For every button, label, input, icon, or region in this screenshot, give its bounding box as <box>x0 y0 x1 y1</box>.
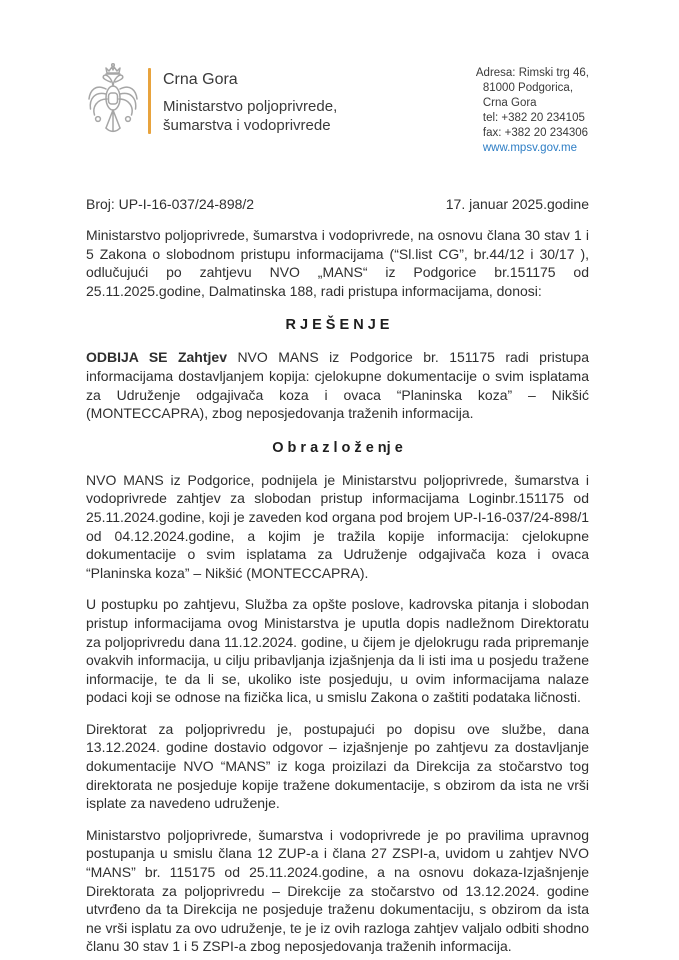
intro-paragraph: Ministarstvo poljoprivrede, šumarstva i vodoprivrede, na osnovu člana 30 stav 1 i 5 Zakona o slobodnom pristupu informacijama (“Sl.list CG”, br.44/12 i 30/17 ), odlučujući po zahtjevu NVO „MANS“ iz Podgorice br.151175 od 25.11.2025.godine, Dalmatinska 188, radi pristupa informacijama, donosi: <box>86 227 589 299</box>
ministry-name-line2: šumarstva i vodoprivrede <box>163 117 331 134</box>
website-link[interactable]: www.mpsv.gov.me <box>482 142 578 154</box>
decision-heading: R J E Š E N J E <box>285 317 390 334</box>
document-number: Broj: UP-I-16-037/24-898/2 <box>86 196 255 212</box>
montenegro-coat-of-arms-icon <box>86 62 140 142</box>
country-name: Crna Gora <box>163 71 238 88</box>
ministry-name-line1: Ministarstvo poljoprivrede, <box>163 98 338 115</box>
document-body <box>86 226 589 956</box>
ministry-brand <box>86 62 337 142</box>
explanation-paragraph-1: NVO MANS iz Podgorice, podnijela je Ministarstvu poljoprivrede, šumarstva i vodoprivrede zahtjev za slobodan pristup informacijama Loginbr.151175 od 25.11.2024.godine, koji je zaveden kod organa pod brojem UP-I-16-037/24-898/1 od 04.12.2024.godine, a kojim je tražila kopije informacija: cjelokupne dokumentacije o svim isplatama za Udruženje odgajivača koza i ovaca “Planinska koza” – Nikšić (MONTECCAPRA). <box>86 471 589 581</box>
explanation-paragraph-2: U postupku po zahtjevu, Služba za opšte poslove, kadrovska pitanja i slobodan pristup informacijama ovog Ministarstva je uputla dopis nadležnom Direktoratu za poljoprivredu dana 11.12.2024. godine, u čijem je djelokrugu rada pripremanje ovakvih informacija, u cilju pribavljanja izjašnjenja da li isti ima u posjedu tražene informacije, te da li se, ukoliko iste posjeduju, u ovim informacijama nalaze podaci koji se odnose na fizička lica, u smislu Zakona o zaštiti podataka ličnosti. <box>86 596 589 706</box>
address-line2: 81000 Podgorica, <box>482 82 574 94</box>
phone-number: tel: +382 20 234105 <box>482 112 585 124</box>
decision-text: NVO MANS iz Podgorice br. 151175 radi pristupa informacijama dostavljanjem kopija: cjelokupne dokumentacije o svim isplatama za Udruženje odgajivača koza i ovaca “Planinska koza” – Nikšić (MONTECCAPRA), zbog neposjedovanja traženih informacija. <box>86 349 589 422</box>
ministry-name-block <box>163 62 337 135</box>
decision-bold-lead: ODBIJA SE Zahtjev <box>86 349 227 366</box>
decision-paragraph <box>86 348 589 422</box>
brand-accent-divider <box>148 68 151 134</box>
document-meta-row <box>86 196 589 212</box>
address-line3: Crna Gora <box>482 97 537 109</box>
explanation-paragraph-3: Direktorat za poljoprivredu je, postupajući po dopisu ove službe, dana 13.12.2024. godine dostavio odgovor – izjašnjenje po zahtjevu za dostavljanje dokumentacije NVO “MANS” iz koga proizilazi da Direkcija za stočarstvo tog direktorata ne posjeduje kopije tražene dokumentacije, s obzirom da ista ne vrši isplate za navedeno udruženje. <box>86 720 589 812</box>
letterhead <box>86 62 589 156</box>
document-date: 17. januar 2025.godine <box>445 196 589 212</box>
address-line1: Adresa: Rimski trg 46, <box>475 67 589 79</box>
explanation-paragraph-4: Ministarstvo poljoprivrede, šumarstva i vodoprivrede je po pravilima upravnog postupanja u smislu člana 12 ZUP-a i člana 27 ZSPI-a, uvidom u zahtjev NVO “MANS” br. 115175 od 25.11.2024.godine, a na osnovu dokaza-Izjašnjenje Direktorata za poljoprivredu – Direkcije za stočarstvo od 13.12.2024. godine utvrđeno da ta Direkcija ne posjeduje traženu dokumentaciju, s obzirom da ista ne vrši isplatu za ovo udruženje, te je iz ovih razloga zahtjev valjalo odbiti shodno članu 30 stav 1 i 5 ZSPI-a zbog neposjedovanja traženih informacija. <box>86 826 589 955</box>
fax-number: fax: +382 20 234306 <box>482 127 589 139</box>
contact-address-block <box>476 62 589 156</box>
explanation-heading: O b r a z l o ž e nj e <box>272 439 403 456</box>
